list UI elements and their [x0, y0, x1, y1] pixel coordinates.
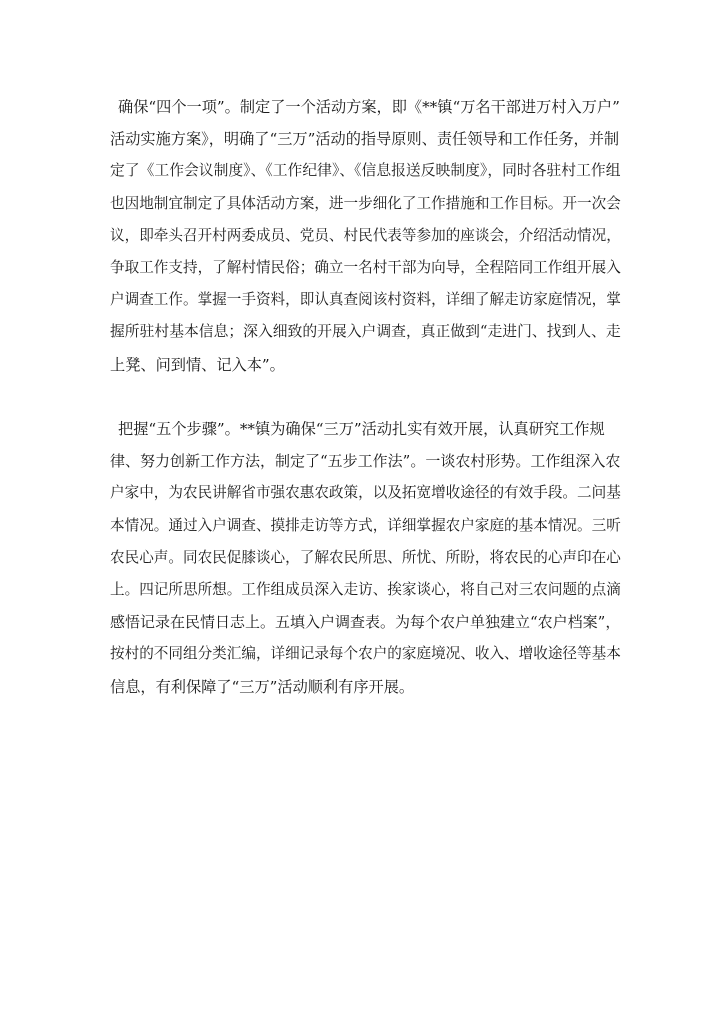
text-line: 感悟记录在民情日志上。五填入户调查表。为每个农户单独建立“农户档案”， — [110, 613, 621, 632]
text-line: 议，即牵头召开村两委成员、党员、村民代表等参加的座谈会，介绍活动情况， — [110, 226, 621, 244]
text-line: 把握“五个步骤”。**镇为确保“三万”活动扎实有效开展，认真研究工作规 — [118, 420, 605, 438]
text-line: 也因地制宜制定了具体活动方案，进一步细化了工作措施和工作目标。开一次会 — [110, 194, 621, 212]
paragraph-four-items — [110, 91, 621, 381]
text-line: 确保“四个一项”。制定了一个活动方案，即《**镇“万名干部进万村入万户” — [118, 98, 620, 116]
text-line: 按村的不同组分类汇编，详细记录每个农户的家庭境况、收入、增收途径等基本 — [110, 645, 621, 663]
text-line: 户调查工作。掌握一手资料，即认真查阅该村资料，详细了解走访家庭情况，掌 — [110, 291, 621, 309]
text-line: 争取工作支持，了解村情民俗；确立一名村干部为向导，全程陪同工作组开展入 — [110, 258, 621, 276]
text-line: 信息，有利保障了“三万”活动顺利有序开展。 — [110, 677, 415, 696]
text-line: 上凳、问到情、记入本”。 — [110, 355, 285, 374]
text-line: 定了《工作会议制度》、《工作纪律》、《信息报送反映制度》，同时各驻村工作组 — [110, 162, 621, 180]
text-line: 律、努力创新工作方法，制定了“五步工作法”。一谈农村形势。工作组深入农 — [110, 452, 621, 471]
text-line: 农民心声。同农民促膝谈心，了解农民所思、所忧、所盼，将农民的心声印在心 — [110, 548, 621, 566]
text-line: 上。四记所思所想。工作组成员深入走访、挨家谈心，将自己对三农问题的点滴 — [110, 580, 621, 598]
text-line: 活动实施方案》，明确了“三万”活动的指导原则、责任领导和工作任务，并制 — [110, 130, 620, 149]
text-line: 握所驻村基本信息；深入细致的开展入户调查，真正做到“走进门、找到人、走 — [110, 323, 621, 341]
paragraph-five-steps — [110, 413, 621, 703]
text-line: 户家中，为农民讲解省市强农惠农政策，以及拓宽增收途径的有效手段。二问基 — [110, 484, 621, 502]
text-line: 本情况。通过入户调查、摸排走访等方式，详细掌握农户家庭的基本情况。三听 — [110, 516, 621, 534]
